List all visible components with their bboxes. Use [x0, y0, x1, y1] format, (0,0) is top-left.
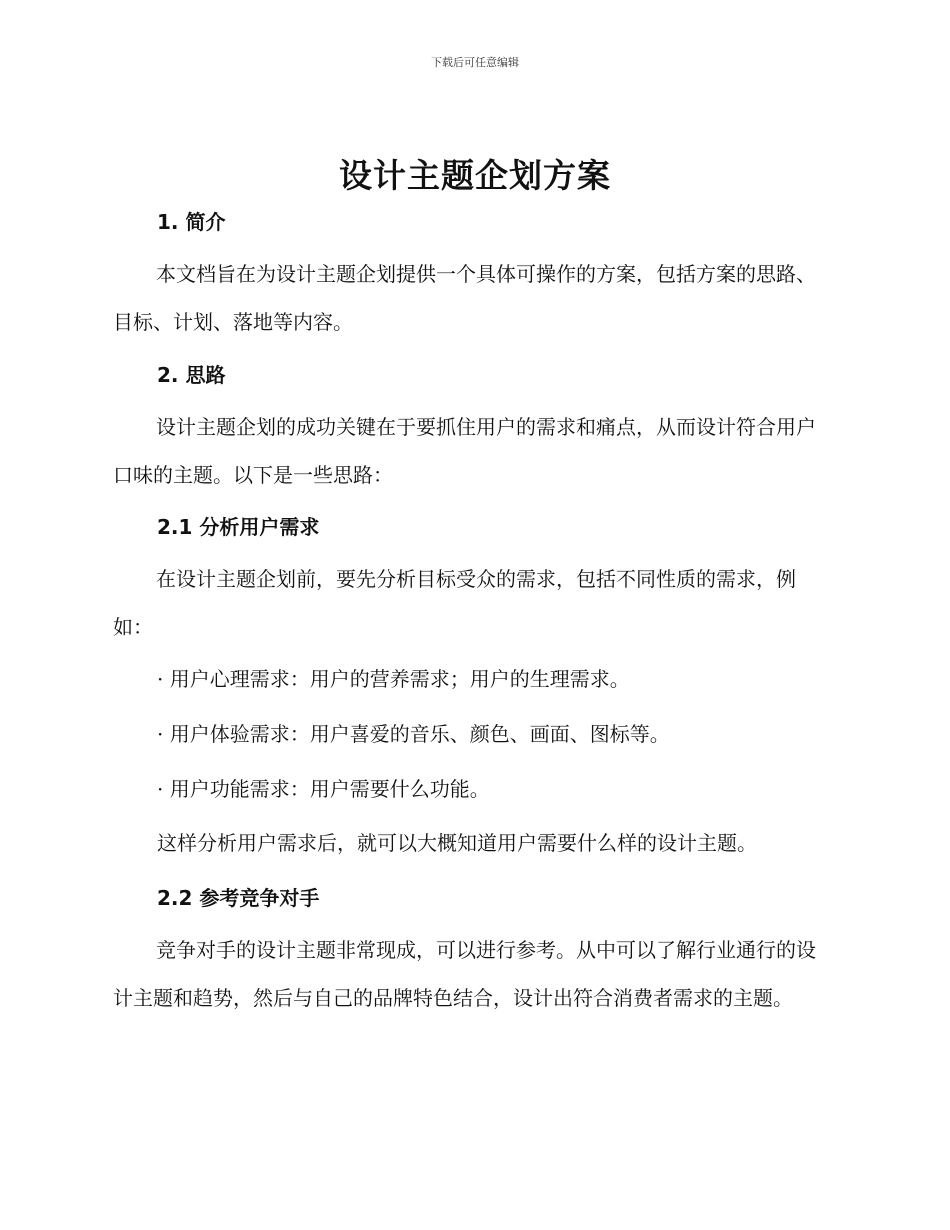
paragraph-analyze-needs: 在设计主题企划前，要先分析目标受众的需求，包括不同性质的需求，例如： — [113, 567, 796, 639]
heading-thinking: 2. 思路 — [157, 363, 226, 387]
paragraph-intro: 本文档旨在为设计主题企划提供一个具体可操作的方案，包括方案的思路、目标、计划、落地等内容。 — [113, 262, 816, 334]
heading-competitors: 2.2 参考竞争对手 — [157, 886, 320, 910]
header-note: 下载后可任意编辑 — [431, 56, 519, 69]
document-title: 设计主题企划方案 — [339, 156, 611, 195]
bullet-functional-needs: · 用户功能需求：用户需要什么功能。 — [157, 777, 490, 801]
heading-analyze-needs: 2.1 分析用户需求 — [157, 515, 320, 539]
paragraph-analyze-closing: 这样分析用户需求后，就可以大概知道用户需要什么样的设计主题。 — [157, 831, 757, 855]
paragraph-thinking: 设计主题企划的成功关键在于要抓住用户的需求和痛点，从而设计符合用户口味的主题。以下是一些思路： — [113, 415, 816, 487]
heading-intro: 1. 简介 — [157, 210, 226, 234]
bullet-psychological-needs: · 用户心理需求：用户的营养需求；用户的生理需求。 — [157, 667, 630, 691]
bullet-experience-needs: · 用户体验需求：用户喜爱的音乐、颜色、画面、图标等。 — [157, 722, 670, 746]
paragraph-competitors: 竞争对手的设计主题非常现成，可以进行参考。从中可以了解行业通行的设计主题和趋势，然后与自己的品牌特色结合，设计出符合消费者需求的主题。 — [113, 938, 816, 1010]
